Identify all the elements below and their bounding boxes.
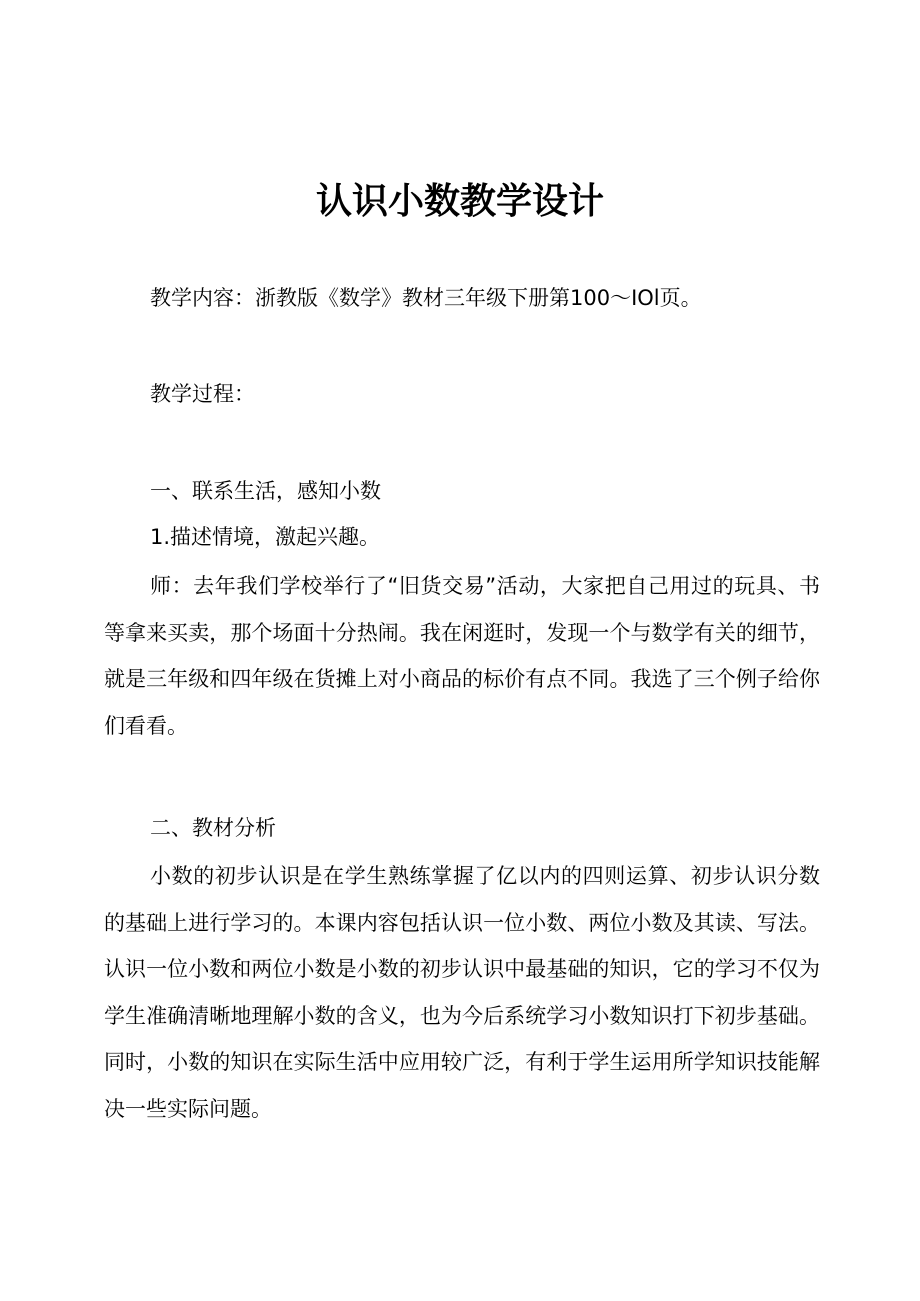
- section-2-heading: 二、教材分析: [150, 816, 276, 840]
- teaching-content-line: 教学内容：浙教版《数学》教材三年级下册第100〜IOl页。: [150, 286, 702, 310]
- section-1-subheading: 1.描述情境，激起兴趣。: [150, 525, 381, 549]
- section-1-paragraph: 师：去年我们学校举行了“旧货交易”活动，大家把自己用过的玩具、书等拿来买卖，那个场面十分热闹。我在闲逛时，发现一个与数学有关的细节，就是三年级和四年级在货摊上对小商品的标价有点不同。我选了三个例子给你们看看。: [104, 574, 820, 738]
- section-2-paragraph: 小数的初步认识是在学生熟练掌握了亿以内的四则运算、初步认识分数的基础上进行学习的。本课内容包括认识一位小数、两位小数及其读、写法。认识一位小数和两位小数是小数的初步认识中最基础的知识，它的学习不仅为学生准确清晰地理解小数的含义，也为今后系统学习小数知识打下初步基础。同时，小数的知识在实际生活中应用较广泛，有利于学生运用所学知识技能解决一些实际问题。: [104, 864, 820, 1121]
- section-1-heading: 一、联系生活，感知小数: [150, 479, 381, 503]
- document-title: 认识小数教学设计: [315, 181, 604, 222]
- teaching-process-label: 教学过程：: [150, 382, 255, 406]
